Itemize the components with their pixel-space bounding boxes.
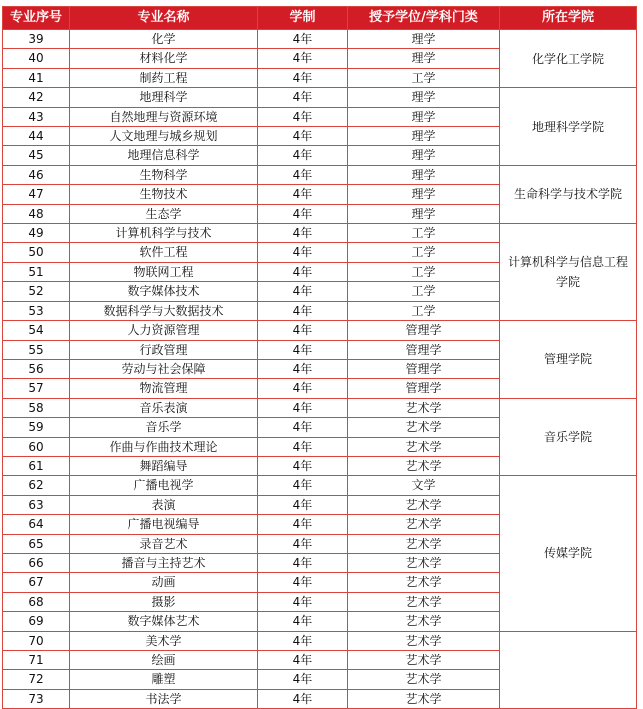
cell-name: 美术学 [70, 631, 258, 650]
table-row [3, 30, 637, 49]
cell-name: 摄影 [70, 592, 258, 611]
header-row [3, 7, 637, 30]
cell-no: 73 [3, 689, 70, 708]
cell-years: 4年 [258, 30, 348, 49]
cell-no: 48 [3, 204, 70, 223]
cell-name: 音乐表演 [70, 398, 258, 417]
cell-no: 71 [3, 651, 70, 670]
cell-years: 4年 [258, 185, 348, 204]
cell-years: 4年 [258, 651, 348, 670]
cell-no: 46 [3, 165, 70, 184]
cell-no: 49 [3, 224, 70, 243]
cell-college: 音乐学院 [500, 398, 637, 476]
header-cell-degree: 授予学位/学科门类 [348, 7, 500, 30]
cell-degree: 艺术学 [348, 418, 500, 437]
cell-no: 62 [3, 476, 70, 495]
cell-name: 生物技术 [70, 185, 258, 204]
cell-years: 4年 [258, 379, 348, 398]
cell-degree: 理学 [348, 165, 500, 184]
cell-name: 广播电视编导 [70, 515, 258, 534]
cell-name: 人力资源管理 [70, 321, 258, 340]
header-cell-no: 专业序号 [3, 7, 70, 30]
cell-years: 4年 [258, 301, 348, 320]
cell-degree: 艺术学 [348, 534, 500, 553]
cell-years: 4年 [258, 165, 348, 184]
cell-name: 地理科学 [70, 88, 258, 107]
cell-degree: 工学 [348, 224, 500, 243]
cell-degree: 工学 [348, 262, 500, 281]
cell-no: 63 [3, 495, 70, 514]
cell-name: 播音与主持艺术 [70, 553, 258, 572]
cell-no: 56 [3, 359, 70, 378]
cell-years: 4年 [258, 553, 348, 572]
table-row [3, 476, 637, 495]
cell-no: 41 [3, 68, 70, 87]
cell-name: 材料化学 [70, 49, 258, 68]
table-row [3, 321, 637, 340]
table-row [3, 88, 637, 107]
cell-degree: 理学 [348, 49, 500, 68]
table-body [3, 30, 637, 709]
cell-degree: 艺术学 [348, 456, 500, 475]
table-row [3, 165, 637, 184]
cell-degree: 艺术学 [348, 592, 500, 611]
cell-degree: 理学 [348, 204, 500, 223]
cell-years: 4年 [258, 418, 348, 437]
cell-years: 4年 [258, 631, 348, 650]
table-row [3, 398, 637, 417]
cell-degree: 工学 [348, 282, 500, 301]
cell-college: 地理科学学院 [500, 88, 637, 166]
cell-no: 43 [3, 107, 70, 126]
cell-name: 物流管理 [70, 379, 258, 398]
cell-years: 4年 [258, 592, 348, 611]
cell-degree: 理学 [348, 127, 500, 146]
header-cell-college: 所在学院 [500, 7, 637, 30]
cell-no: 57 [3, 379, 70, 398]
cell-no: 70 [3, 631, 70, 650]
cell-name: 行政管理 [70, 340, 258, 359]
cell-years: 4年 [258, 689, 348, 708]
cell-name: 制药工程 [70, 68, 258, 87]
cell-years: 4年 [258, 495, 348, 514]
cell-no: 67 [3, 573, 70, 592]
cell-name: 作曲与作曲技术理论 [70, 437, 258, 456]
cell-name: 数据科学与大数据技术 [70, 301, 258, 320]
cell-degree: 艺术学 [348, 631, 500, 650]
cell-degree: 管理学 [348, 359, 500, 378]
cell-degree: 艺术学 [348, 651, 500, 670]
cell-name: 生态学 [70, 204, 258, 223]
cell-name: 录音艺术 [70, 534, 258, 553]
cell-name: 音乐学 [70, 418, 258, 437]
cell-degree: 工学 [348, 243, 500, 262]
cell-college: 化学化工学院 [500, 30, 637, 88]
cell-years: 4年 [258, 243, 348, 262]
cell-no: 64 [3, 515, 70, 534]
cell-degree: 艺术学 [348, 573, 500, 592]
cell-degree: 理学 [348, 30, 500, 49]
cell-no: 42 [3, 88, 70, 107]
cell-no: 59 [3, 418, 70, 437]
cell-college: 管理学院 [500, 321, 637, 399]
cell-years: 4年 [258, 340, 348, 359]
cell-degree: 管理学 [348, 379, 500, 398]
cell-years: 4年 [258, 534, 348, 553]
cell-years: 4年 [258, 321, 348, 340]
cell-years: 4年 [258, 49, 348, 68]
cell-degree: 艺术学 [348, 398, 500, 417]
cell-years: 4年 [258, 68, 348, 87]
cell-degree: 艺术学 [348, 670, 500, 689]
cell-no: 54 [3, 321, 70, 340]
cell-years: 4年 [258, 359, 348, 378]
cell-years: 4年 [258, 573, 348, 592]
cell-years: 4年 [258, 127, 348, 146]
cell-name: 生物科学 [70, 165, 258, 184]
cell-years: 4年 [258, 204, 348, 223]
cell-years: 4年 [258, 515, 348, 534]
cell-no: 51 [3, 262, 70, 281]
cell-no: 66 [3, 553, 70, 572]
cell-years: 4年 [258, 107, 348, 126]
cell-college: 生命科学与技术学院 [500, 165, 637, 223]
cell-years: 4年 [258, 146, 348, 165]
cell-no: 61 [3, 456, 70, 475]
cell-no: 52 [3, 282, 70, 301]
majors-table [2, 6, 637, 709]
cell-years: 4年 [258, 437, 348, 456]
cell-name: 人文地理与城乡规划 [70, 127, 258, 146]
cell-no: 69 [3, 612, 70, 631]
cell-college: 计算机科学与信息工程学院 [500, 224, 637, 321]
cell-name: 绘画 [70, 651, 258, 670]
cell-years: 4年 [258, 670, 348, 689]
cell-name: 雕塑 [70, 670, 258, 689]
cell-name: 地理信息科学 [70, 146, 258, 165]
cell-name: 广播电视学 [70, 476, 258, 495]
cell-years: 4年 [258, 476, 348, 495]
cell-no: 44 [3, 127, 70, 146]
cell-degree: 艺术学 [348, 437, 500, 456]
cell-years: 4年 [258, 262, 348, 281]
cell-no: 50 [3, 243, 70, 262]
cell-name: 物联网工程 [70, 262, 258, 281]
cell-college [500, 631, 637, 709]
cell-degree: 管理学 [348, 321, 500, 340]
cell-name: 化学 [70, 30, 258, 49]
cell-no: 53 [3, 301, 70, 320]
cell-degree: 管理学 [348, 340, 500, 359]
cell-name: 计算机科学与技术 [70, 224, 258, 243]
cell-degree: 理学 [348, 146, 500, 165]
cell-name: 自然地理与资源环境 [70, 107, 258, 126]
cell-name: 舞蹈编导 [70, 456, 258, 475]
cell-name: 软件工程 [70, 243, 258, 262]
cell-years: 4年 [258, 88, 348, 107]
table-row [3, 224, 637, 243]
cell-name: 劳动与社会保障 [70, 359, 258, 378]
cell-name: 数字媒体技术 [70, 282, 258, 301]
cell-no: 40 [3, 49, 70, 68]
header-cell-years: 学制 [258, 7, 348, 30]
cell-degree: 理学 [348, 107, 500, 126]
cell-no: 65 [3, 534, 70, 553]
cell-degree: 艺术学 [348, 515, 500, 534]
cell-degree: 艺术学 [348, 553, 500, 572]
cell-no: 60 [3, 437, 70, 456]
cell-degree: 艺术学 [348, 689, 500, 708]
cell-degree: 工学 [348, 68, 500, 87]
cell-degree: 艺术学 [348, 612, 500, 631]
cell-years: 4年 [258, 456, 348, 475]
cell-degree: 工学 [348, 301, 500, 320]
cell-name: 数字媒体艺术 [70, 612, 258, 631]
cell-no: 39 [3, 30, 70, 49]
cell-years: 4年 [258, 612, 348, 631]
cell-degree: 文学 [348, 476, 500, 495]
cell-no: 47 [3, 185, 70, 204]
cell-years: 4年 [258, 282, 348, 301]
cell-degree: 理学 [348, 88, 500, 107]
cell-years: 4年 [258, 224, 348, 243]
header-cell-name: 专业名称 [70, 7, 258, 30]
cell-no: 45 [3, 146, 70, 165]
cell-no: 55 [3, 340, 70, 359]
cell-no: 58 [3, 398, 70, 417]
cell-name: 书法学 [70, 689, 258, 708]
cell-no: 72 [3, 670, 70, 689]
cell-degree: 理学 [348, 185, 500, 204]
cell-name: 动画 [70, 573, 258, 592]
cell-college: 传媒学院 [500, 476, 637, 631]
cell-name: 表演 [70, 495, 258, 514]
cell-years: 4年 [258, 398, 348, 417]
cell-degree: 艺术学 [348, 495, 500, 514]
cell-no: 68 [3, 592, 70, 611]
table-row [3, 631, 637, 650]
